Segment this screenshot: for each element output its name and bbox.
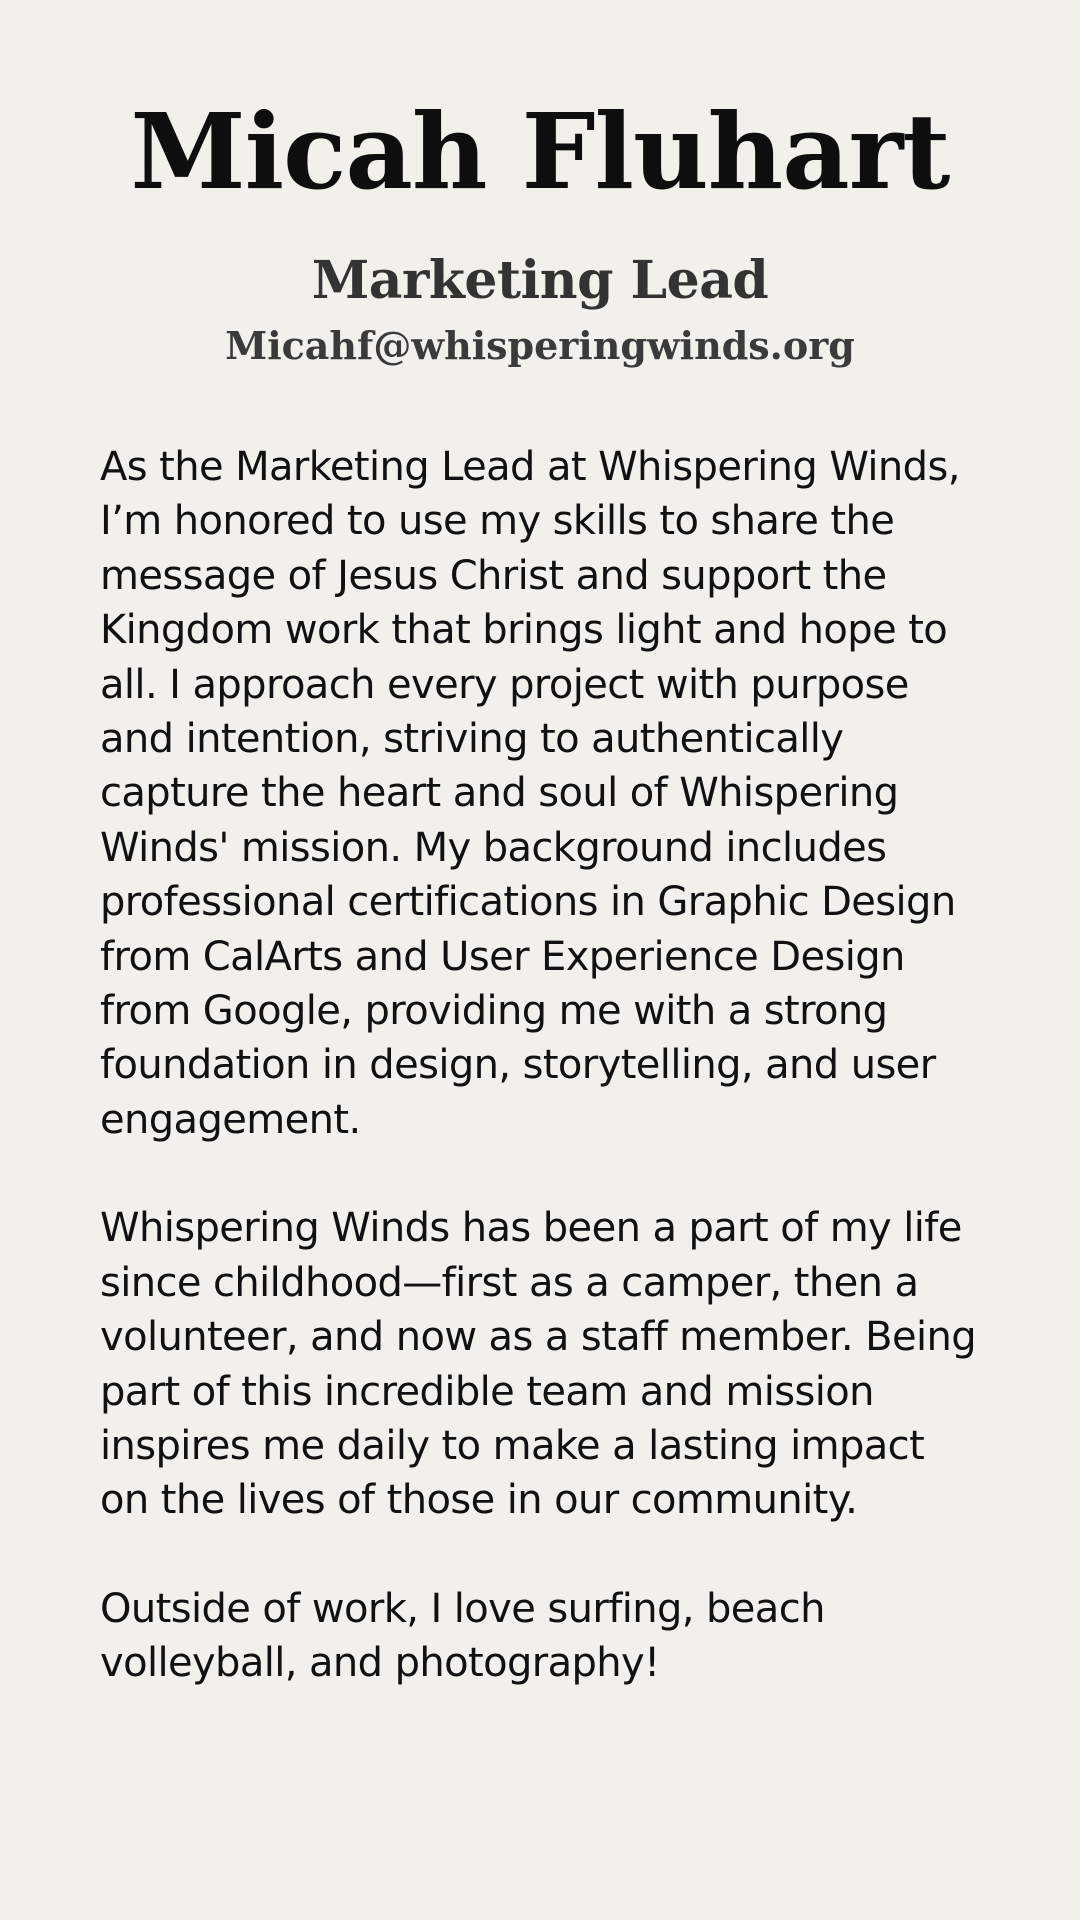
bio-paragraph: Outside of work, I love surfing, beach volleyball, and photography! [100, 1585, 825, 1687]
job-title: Marketing Lead [311, 250, 769, 311]
person-name: Micah Fluhart [130, 90, 950, 213]
bio-paragraph: As the Marketing Lead at Whispering Winds, I’m honored to use my skills to share the message of Jesus Christ and support the Kingdom work that brings light and hope to all. I approach every project with purpose and intention, striving to authentically capture the heart and soul of Whispering Winds' mission. My background includes professional certifications in Graphic Design from CalArts and User Experience Design from Google, providing me with a strong foundation in design, storytelling, and user engagement. [100, 444, 960, 1143]
bio-paragraph: Whispering Winds has been a part of my life since childhood—first as a camper, then a volunteer, and now as a staff member. Being part of this incredible team and mission inspires me daily to make a lasting impact on the lives of those in our community. [100, 1205, 977, 1524]
bio-section [100, 440, 980, 1691]
email-address: Micahf@whisperingwinds.org [225, 323, 855, 368]
